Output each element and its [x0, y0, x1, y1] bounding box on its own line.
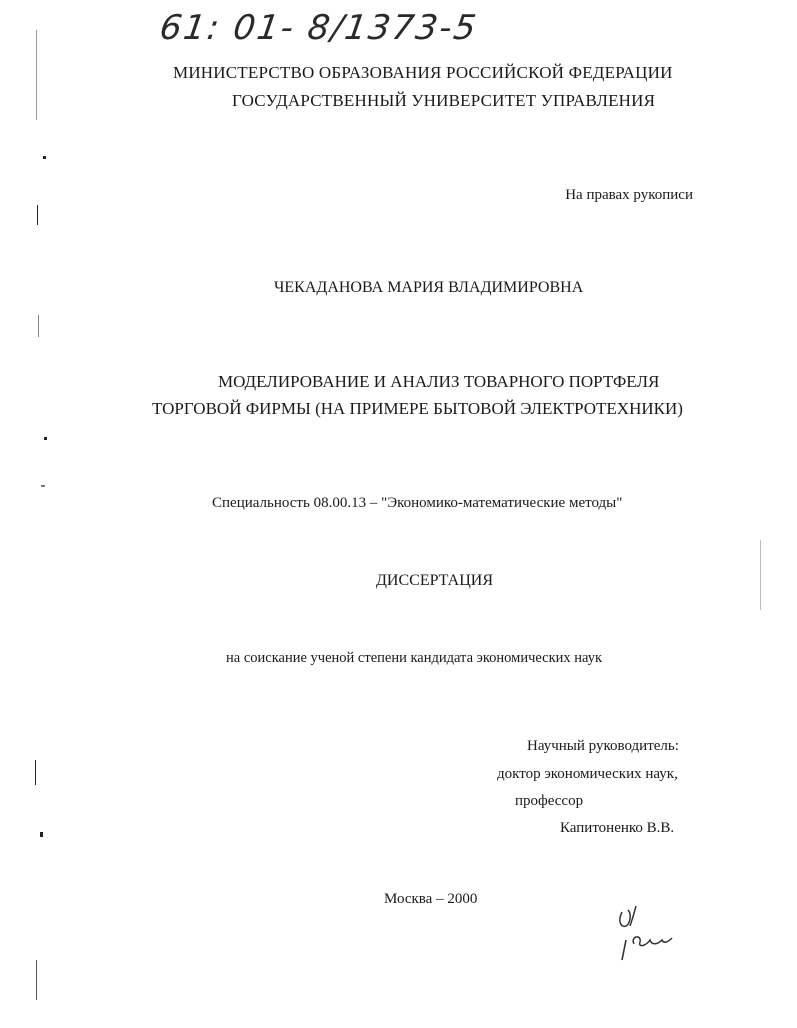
degree-purpose: на соискание ученой степени кандидата экономических наук: [226, 650, 603, 666]
scan-artifact: [37, 205, 38, 225]
archive-number: 61: 01- 8/1373-5: [157, 8, 481, 48]
document-type: ДИССЕРТАЦИЯ: [376, 572, 493, 589]
university-heading: ГОСУДАРСТВЕННЫЙ УНИВЕРСИТЕТ УПРАВЛЕНИЯ: [232, 91, 656, 110]
author-name: ЧЕКАДАНОВА МАРИЯ ВЛАДИМИРОВНА: [274, 279, 584, 296]
scan-artifact: [36, 960, 37, 1000]
scan-artifact: [36, 30, 37, 120]
scan-artifact: [760, 540, 761, 610]
advisor-degree: доктор экономических наук,: [497, 766, 678, 782]
thesis-title-line-2: ТОРГОВОЙ ФИРМЫ (НА ПРИМЕРЕ БЫТОВОЙ ЭЛЕКТРОТЕХНИКИ): [152, 399, 683, 418]
scan-artifact: [40, 832, 43, 837]
scan-artifact: [35, 760, 36, 785]
ministry-heading: МИНИСТЕРСТВО ОБРАЗОВАНИЯ РОССИЙСКОЙ ФЕДЕРАЦИИ: [173, 63, 673, 82]
scan-artifact: [41, 485, 45, 487]
advisor-label: Научный руководитель:: [527, 738, 679, 754]
speciality-line: Специальность 08.00.13 – "Экономико-математические методы": [212, 495, 623, 511]
manuscript-note: На правах рукописи: [565, 187, 693, 203]
scan-artifact: [44, 437, 47, 440]
advisor-rank: профессор: [515, 793, 584, 809]
advisor-name: Капитоненко В.В.: [560, 820, 675, 836]
place-year: Москва – 2000: [384, 891, 478, 907]
handwritten-signature: [612, 900, 682, 970]
scan-artifact: [43, 156, 46, 159]
thesis-title-line-1: МОДЕЛИРОВАНИЕ И АНАЛИЗ ТОВАРНОГО ПОРТФЕЛЯ: [218, 372, 660, 391]
scan-artifact: [38, 315, 39, 337]
